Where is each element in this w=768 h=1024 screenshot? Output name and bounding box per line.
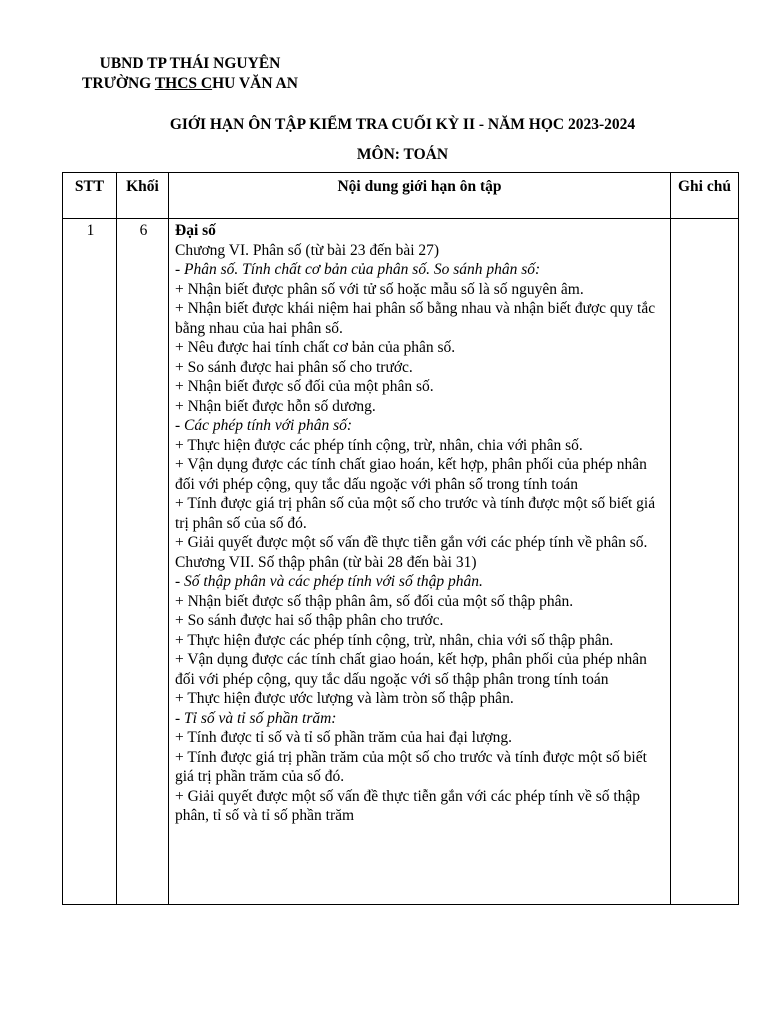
review-scope-table — [62, 172, 739, 905]
content-line: + Tính được giá trị phân số của một số cho trước và tính được một số biết giá trị phân số của số đó. — [175, 495, 656, 532]
content-line: + Nêu được hai tính chất cơ bản của phân số. — [175, 339, 456, 356]
header-note: Ghi chú — [671, 173, 739, 219]
content-line: + Thực hiện được các phép tính cộng, trừ, nhân, chia với số thập phân. — [175, 631, 614, 649]
content-line: + Thực hiện được ước lượng và làm tròn số thập phân. — [175, 690, 514, 707]
content-line: + Nhận biết được hỗn số dương. — [175, 397, 376, 415]
authority-name: UBND TP THÁI NGUYÊN — [99, 55, 281, 72]
content-line: + Vận dụng được các tính chất giao hoán, kết hợp, phân phối của phép nhân đối với phép cộng, quy tắc dấu ngoặc với số thập phân trong tính toán — [175, 651, 647, 688]
header-content: Nội dung giới hạn ôn tập — [169, 173, 671, 219]
school-header — [60, 54, 320, 94]
content-line: - Các phép tính với phân số: — [175, 417, 353, 434]
content-line: + Thực hiện được các phép tính cộng, trừ, nhân, chia với phân số. — [175, 436, 583, 454]
content-line: + Giải quyết được một số vấn đề thực tiễn gắn với các phép tính về phân số. — [175, 534, 648, 551]
content-line: - Số thập phân và các phép tính với số thập phân. — [175, 573, 483, 590]
content-line: + Nhận biết được phân số với tử số hoặc mẫu số là số nguyên âm. — [175, 280, 584, 298]
content-line: - Tỉ số và tỉ số phần trăm: — [175, 709, 337, 727]
document-subject: MÔN: TOÁN — [356, 146, 449, 163]
content-line: + Tính được tỉ số và tỉ số phần trăm của hai đại lượng. — [175, 729, 512, 746]
school-name — [60, 74, 320, 94]
content-line: + Vận dụng được các tính chất giao hoán, kết hợp, phân phối của phép nhân đối với phép cộng, quy tắc dấu ngoặc với phân số trong tính toán — [175, 456, 647, 493]
content-line: + Tính được giá trị phần trăm của một số cho trước và tính được một số biết giá trị phần trăm của số đó. — [175, 748, 647, 785]
table-header-row — [63, 173, 739, 219]
row-note — [671, 219, 739, 905]
content-line: + So sánh được hai số thập phân cho trước. — [175, 612, 444, 629]
content-line: Chương VI. Phân số (từ bài 23 đến bài 27) — [175, 241, 440, 259]
content-line: - Phân số. Tính chất cơ bản của phân số. So sánh phân số: — [175, 261, 541, 278]
school-name-suffix: HU VĂN AN — [212, 75, 298, 92]
document-title: GIỚI HẠN ÔN TẬP KIỂM TRA CUỐI KỲ II - NĂM HỌC 2023-2024 — [169, 116, 636, 133]
row-stt: 1 — [63, 219, 117, 905]
row-content — [169, 219, 671, 905]
content-line: + Nhận biết được số thập phân âm, số đối của một số thập phân. — [175, 592, 574, 610]
table-row — [63, 219, 739, 905]
content-line: Chương VII. Số thập phân (từ bài 28 đến bài 31) — [175, 553, 477, 571]
content-line: + Nhận biết được khái niệm hai phân số bằng nhau và nhận biết được quy tắc bằng nhau của hai phân số. — [175, 300, 656, 337]
content-line: + Giải quyết được một số vấn đề thực tiễn gắn với các phép tính về số thập phân, tỉ số và tỉ số phần trăm — [175, 787, 641, 824]
content-line: + Nhận biết được số đối của một phân số. — [175, 378, 434, 395]
school-name-underlined: THCS C — [154, 75, 213, 92]
content-line: + So sánh được hai phân số cho trước. — [175, 358, 413, 376]
header-stt: STT — [63, 173, 117, 219]
school-name-prefix: TRƯỜNG — [82, 75, 155, 92]
header-grade: Khối — [117, 173, 169, 219]
row-grade: 6 — [117, 219, 169, 905]
content-line: Đại số — [175, 222, 216, 239]
